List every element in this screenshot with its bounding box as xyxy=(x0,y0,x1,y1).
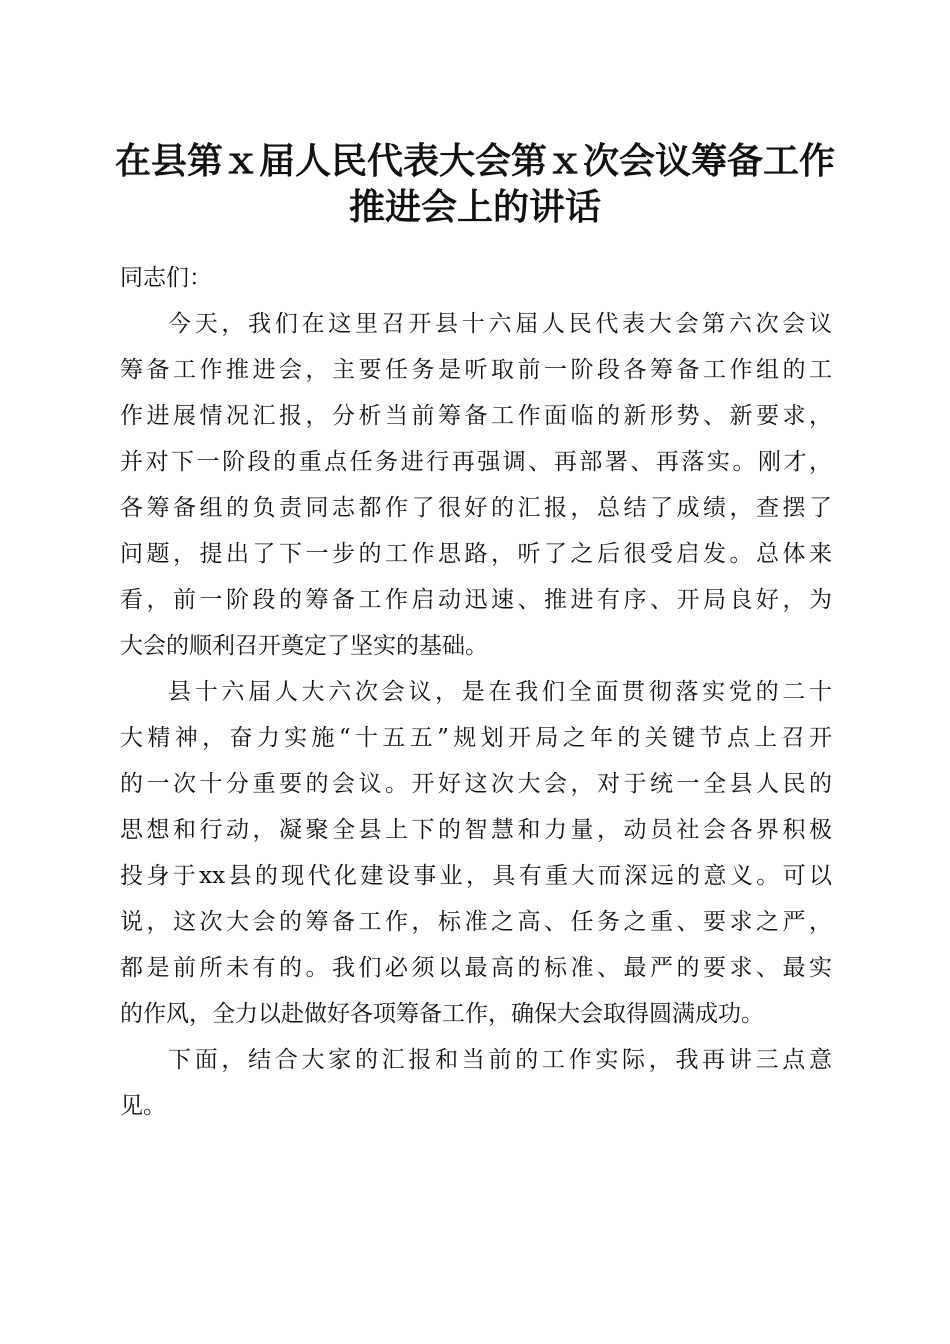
paragraph-2 xyxy=(120,669,832,1037)
paragraph-line: 说，这次大会的筹备工作，标准之高、任务之重、要求之严， xyxy=(120,909,832,935)
paragraph-line: 今天，我们在这里召开县十六届人民代表大会第六次会议 xyxy=(168,311,832,337)
paragraph-line: 的一次十分重要的会议。开好这次大会，对于统一全县人民的 xyxy=(120,771,832,797)
document-body xyxy=(120,255,832,1129)
paragraph-line: 县十六届人大六次会议，是在我们全面贯彻落实党的二十 xyxy=(168,679,832,705)
title-line-1: 在县第ｘ届人民代表大会第ｘ次会议筹备工作 xyxy=(114,140,835,182)
paragraph-line: 筹备工作推进会，主要任务是听取前一阶段各筹备工作组的工 xyxy=(120,357,832,383)
salutation: 同志们： xyxy=(120,265,212,291)
paragraph-line: 的作风，全力以赴做好各项筹备工作，确保大会取得圆满成功。 xyxy=(120,1001,764,1027)
paragraph-3 xyxy=(120,1037,832,1129)
paragraph-line: 投身于xx县的现代化建设事业，具有重大而深远的意义。可以 xyxy=(120,863,832,889)
paragraph-1 xyxy=(120,301,832,669)
paragraph-line: 问题，提出了下一步的工作思路，听了之后很受启发。总体来 xyxy=(120,541,832,567)
title-line-2: 推进会上的讲话 xyxy=(348,186,601,228)
paragraph-line: 见。 xyxy=(120,1093,166,1119)
paragraph-line: 大精神，奋力实施“十五五”规划开局之年的关键节点上召开 xyxy=(120,725,832,751)
paragraph-line: 各筹备组的负责同志都作了很好的汇报，总结了成绩，查摆了 xyxy=(120,495,832,521)
page-title xyxy=(80,138,870,230)
paragraph-line: 作进展情况汇报，分析当前筹备工作面临的新形势、新要求， xyxy=(120,403,832,429)
paragraph-line: 并对下一阶段的重点任务进行再强调、再部署、再落实。刚才， xyxy=(120,449,832,475)
paragraph-line: 大会的顺利召开奠定了坚实的基础。 xyxy=(120,633,488,659)
paragraph-line: 下面，结合大家的汇报和当前的工作实际，我再讲三点意 xyxy=(168,1047,832,1073)
paragraph-line: 都是前所未有的。我们必须以最高的标准、最严的要求、最实 xyxy=(120,955,832,981)
paragraph-line: 思想和行动，凝聚全县上下的智慧和力量，动员社会各界积极 xyxy=(120,817,832,843)
paragraph-line: 看，前一阶段的筹备工作启动迅速、推进有序、开局良好，为 xyxy=(120,587,832,613)
